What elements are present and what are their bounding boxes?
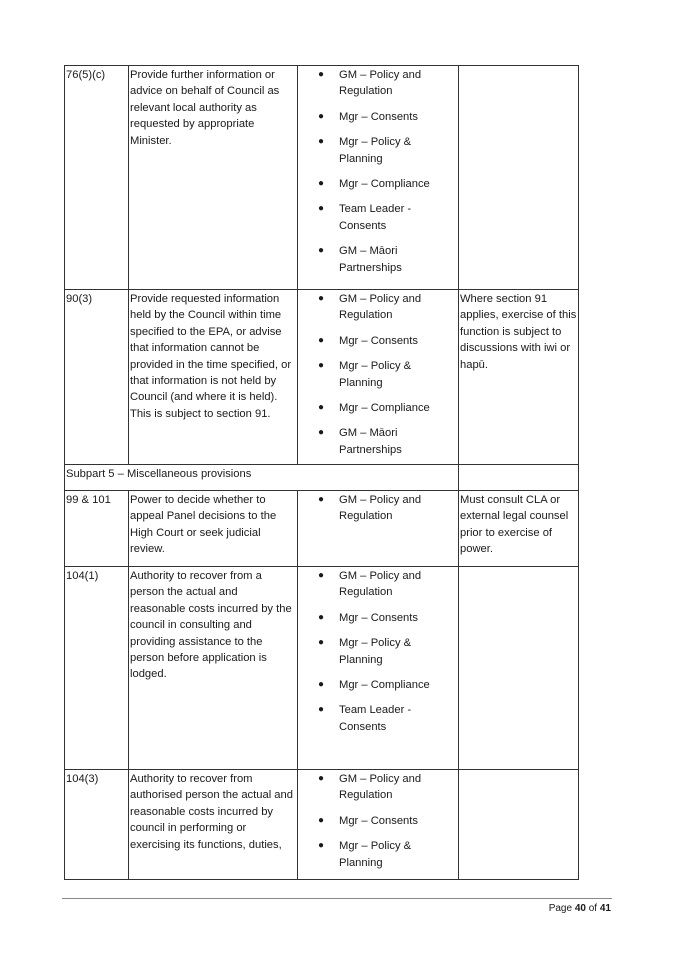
- table-row: [65, 567, 579, 770]
- delegations-table: [64, 65, 579, 880]
- bullet-icon: ●: [318, 840, 325, 852]
- delegate-item: ● Mgr – Consents: [299, 333, 457, 349]
- delegate-item: ● Mgr – Consents: [299, 610, 457, 626]
- page-total: 41: [599, 903, 611, 914]
- bullet-icon: ●: [318, 136, 325, 148]
- delegate-item: ● Mgr – Policy & Planning: [318, 136, 412, 165]
- table-row: [65, 491, 579, 567]
- delegate-item: ● GM – Policy and Regulation: [318, 293, 422, 322]
- delegate-item: ● Mgr – Compliance: [299, 677, 457, 693]
- bullet-icon: ●: [318, 360, 325, 372]
- conditions-cell: [459, 567, 579, 770]
- description-cell: Provide further information or advice on behalf of Council as relevant local authority as requested by appropriate Minister.: [129, 66, 298, 290]
- delegates-cell: [298, 491, 459, 567]
- footer-divider: [62, 898, 612, 899]
- bullet-icon: ●: [318, 178, 325, 190]
- delegates-cell: [298, 567, 459, 770]
- bullet-icon: ●: [318, 704, 325, 716]
- bullet-icon: ●: [318, 679, 325, 691]
- table-row: [65, 770, 579, 880]
- section-cell: 76(5)(c): [65, 66, 129, 290]
- delegate-item: ● GM – Policy and Regulation: [318, 773, 422, 802]
- delegates-cell: [298, 66, 459, 290]
- conditions-cell: Where section 91 applies, exercise of this function is subject to discussions with iwi or hapū.: [459, 290, 579, 465]
- page-number: [549, 903, 611, 914]
- delegate-item: ● Team Leader - Consents: [318, 704, 412, 733]
- conditions-cell: [459, 465, 579, 491]
- delegate-item: ● Mgr – Policy & Planning: [318, 840, 412, 869]
- delegate-item: ● Team Leader - Consents: [318, 203, 412, 232]
- conditions-cell: Must consult CLA or external legal counsel prior to exercise of power.: [459, 491, 579, 567]
- of-word: of: [588, 903, 598, 914]
- section-cell: 99 & 101: [65, 491, 129, 567]
- bullet-icon: ●: [318, 494, 325, 505]
- table-row: [65, 290, 579, 465]
- subpart-row: [65, 465, 579, 491]
- bullet-icon: ●: [318, 611, 325, 623]
- bullet-icon: ●: [318, 570, 325, 581]
- delegate-item: ● GM – Policy and Regulation: [318, 69, 422, 98]
- delegate-item: ● Mgr – Policy & Planning: [318, 360, 412, 389]
- bullet-icon: ●: [318, 110, 325, 122]
- bullet-icon: ●: [318, 334, 325, 346]
- page-current: 40: [574, 903, 586, 914]
- delegate-item: ● Mgr – Consents: [299, 109, 457, 125]
- description-cell: Provide requested information held by the Council within time specified to the EPA, or advise that information cannot be provided in the time specified, or that information is not held by Council (and where it is held). This is subject to section 91.: [129, 290, 298, 465]
- bullet-icon: ●: [318, 637, 325, 649]
- delegate-item: ● Mgr – Consents: [299, 813, 457, 829]
- section-cell: 104(3): [65, 770, 129, 880]
- delegate-item: ● GM – Māori Partnerships: [318, 427, 402, 456]
- description-cell: Authority to recover from a person the actual and reasonable costs incurred by the council in consulting and providing assistance to the person before application is lodged.: [129, 567, 298, 770]
- delegate-item: ● GM – Policy and Regulation: [318, 570, 422, 599]
- description-cell: Power to decide whether to appeal Panel decisions to the High Court or seek judicial review.: [129, 491, 298, 567]
- conditions-cell: [459, 770, 579, 880]
- delegate-item: ● Mgr – Compliance: [299, 400, 457, 416]
- bullet-icon: ●: [318, 203, 325, 215]
- delegate-item: ● GM – Māori Partnerships: [318, 245, 402, 274]
- section-cell: 104(1): [65, 567, 129, 770]
- bullet-icon: ●: [318, 402, 325, 414]
- delegate-item: ● GM – Policy and Regulation: [318, 494, 422, 523]
- page-word: Page: [548, 903, 573, 914]
- description-cell: Authority to recover from authorised person the actual and reasonable costs incurred by council in performing or exercising its functions, duties,: [129, 770, 298, 880]
- delegates-cell: [298, 290, 459, 465]
- bullet-icon: ●: [318, 69, 325, 80]
- bullet-icon: ●: [318, 814, 325, 826]
- subpart-heading: Subpart 5 – Miscellaneous provisions: [65, 465, 459, 491]
- delegates-cell: [298, 770, 459, 880]
- bullet-icon: ●: [318, 773, 325, 784]
- bullet-icon: ●: [318, 245, 325, 257]
- delegate-item: ● Mgr – Policy & Planning: [318, 637, 412, 666]
- bullet-icon: ●: [318, 293, 325, 304]
- bullet-icon: ●: [318, 427, 325, 439]
- delegate-item: ● Mgr – Compliance: [299, 176, 457, 192]
- section-cell: 90(3): [65, 290, 129, 465]
- table-row: [65, 66, 579, 290]
- conditions-cell: [459, 66, 579, 290]
